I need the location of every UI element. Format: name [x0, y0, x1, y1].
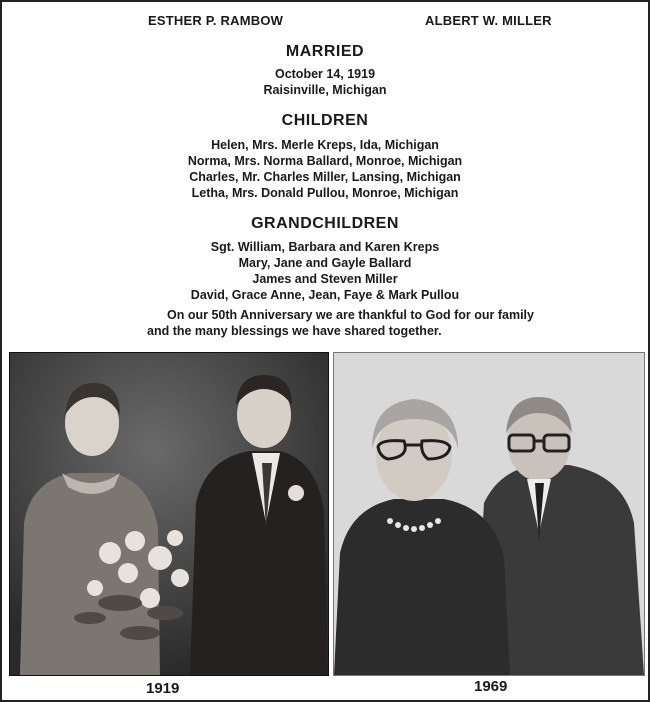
- child-entry: Helen, Mrs. Merle Kreps, Ida, Michigan: [211, 138, 439, 152]
- marriage-place: Raisinville, Michigan: [263, 83, 387, 97]
- message-line-2: and the many blessings we have shared together.: [147, 324, 442, 338]
- child-entry: Letha, Mrs. Donald Pullou, Monroe, Michigan: [191, 186, 459, 200]
- groom-name: ALBERT W. MILLER: [425, 13, 552, 28]
- wedding-photo-illustration: [10, 353, 328, 675]
- bride-name: ESTHER P. RAMBOW: [148, 13, 284, 28]
- grandchild-entry: James and Steven Miller: [252, 272, 398, 286]
- marriage-date: October 14, 1919: [274, 67, 376, 81]
- anniversary-photo-1969: [333, 352, 645, 676]
- child-entry: Charles, Mr. Charles Miller, Lansing, Michigan: [189, 170, 461, 184]
- child-entry: Norma, Mrs. Norma Ballard, Monroe, Michigan: [187, 154, 463, 168]
- grandchildren-heading: GRANDCHILDREN: [251, 215, 399, 232]
- caption-1919: 1919: [146, 680, 180, 697]
- grandchild-entry: Sgt. William, Barbara and Karen Kreps: [210, 240, 440, 254]
- anniversary-message: [147, 307, 587, 339]
- grandchild-entry: Mary, Jane and Gayle Ballard: [238, 256, 412, 270]
- anniversary-photo-illustration: [334, 353, 644, 675]
- grandchild-entry: David, Grace Anne, Jean, Faye & Mark Pullou: [190, 288, 460, 302]
- married-heading: MARRIED: [285, 43, 365, 60]
- message-line-1: On our 50th Anniversary we are thankful to God for our family: [167, 308, 534, 322]
- wedding-photo-1919: [9, 352, 329, 676]
- caption-1969: 1969: [474, 678, 508, 695]
- children-heading: CHILDREN: [281, 112, 369, 129]
